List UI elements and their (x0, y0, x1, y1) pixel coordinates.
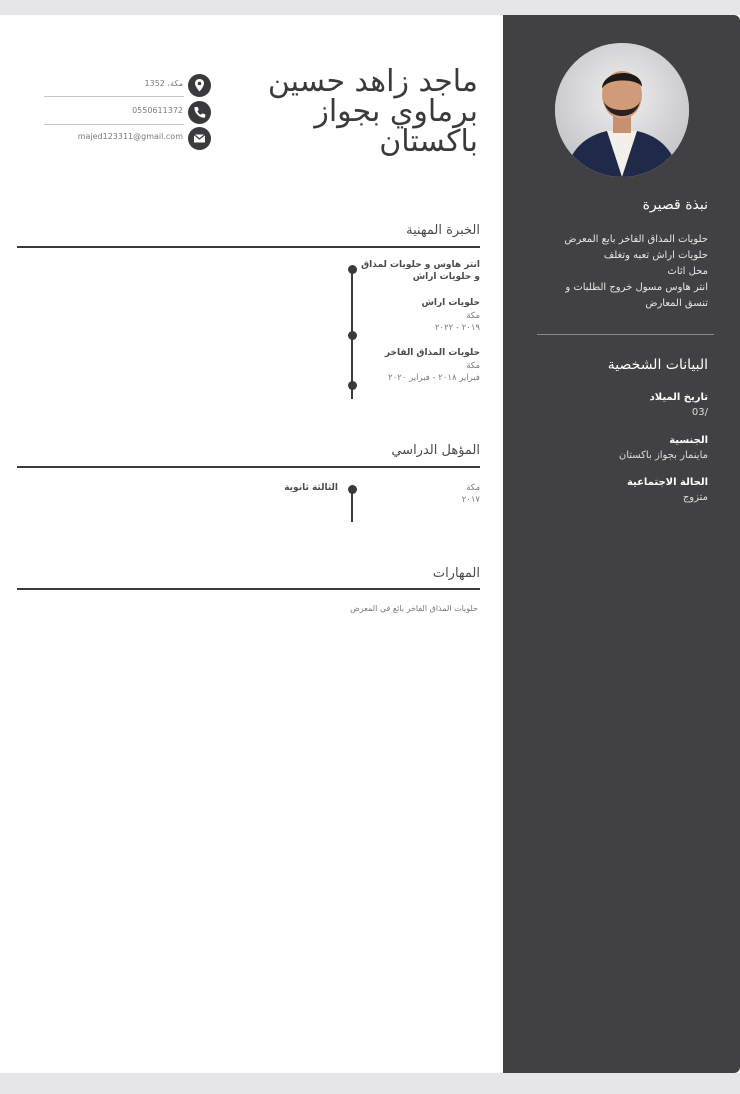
sidebar (503, 15, 740, 1073)
timeline-dot (348, 331, 357, 340)
skills-title: المهارات (432, 566, 480, 581)
bio-line: حلويات المذاق الفاخر بايع المعرض (564, 234, 708, 245)
job-title: حلويات اراش (421, 298, 480, 308)
contact-email-text: majed123311@gmail.com (77, 132, 183, 141)
sidebar-divider (537, 334, 714, 335)
full-name: ماجد زاهد حسين برماوي بجواز باكستان (267, 64, 478, 159)
skill-item: حلويات المذاق الفاخر بائع في المعرض (350, 604, 478, 613)
timeline-dot (348, 381, 357, 390)
bio-line: محل اثاث (667, 266, 708, 277)
job-title: حلويات المذاق الفاخر (384, 348, 480, 358)
birth-value: /03 (691, 407, 708, 418)
timeline-dot (348, 265, 357, 274)
job-place: مكة (466, 361, 480, 371)
phone-icon (188, 101, 211, 124)
bio-line: تنسق المعارض (645, 298, 708, 309)
timeline-dot (348, 485, 357, 494)
bio-heading: نبذة قصيرة (642, 197, 708, 213)
education-title: المؤهل الدراسي (391, 443, 480, 458)
personal-heading: البيانات الشخصية (607, 357, 708, 373)
job-dates: فبراير ٢٠١٨ - فبراير ٢٠٢٠ (388, 373, 480, 383)
avatar (555, 43, 689, 177)
contact-divider (44, 96, 184, 97)
birth-label: تاريخ الميلاد (649, 392, 708, 403)
experience-title: الخبرة المهنية (406, 223, 480, 238)
education-divider (17, 466, 480, 468)
contact-divider (44, 124, 184, 125)
job-title: و حلويات اراش (412, 272, 480, 282)
education-place: مكة (466, 483, 480, 493)
skills-divider (17, 588, 480, 590)
nationality-label: الجنسية (669, 435, 708, 446)
email-icon (188, 127, 211, 150)
contact-phone (44, 101, 211, 125)
bio-line: انتر هاوس مسول خروج الطلبات و (565, 282, 708, 293)
experience-divider (17, 246, 480, 248)
education-degree: الثالثة ثانوية (284, 483, 338, 493)
marital-value: متزوج (682, 492, 708, 503)
contact-phone-text: 0550611372 (132, 106, 183, 115)
job-title: انتر هاوس و حلويات لمذاق (361, 260, 480, 270)
bio-line: حلويات اراش تعبه وتغلف (603, 250, 708, 261)
location-pin-icon (188, 74, 211, 97)
contact-location-text: مكة، 1352 (144, 79, 183, 88)
job-dates: ٢٠١٩ - ٢٠٢٢ (434, 323, 480, 333)
resume-page (0, 15, 740, 1073)
contact-location (44, 74, 211, 98)
education-year: ٢٠١٧ (461, 495, 480, 505)
nationality-value: ماينمار بجواز باكستان (618, 450, 708, 461)
contact-email (44, 127, 211, 151)
marital-label: الحالة الاجتماعية (626, 477, 708, 488)
job-place: مكة (466, 311, 480, 321)
